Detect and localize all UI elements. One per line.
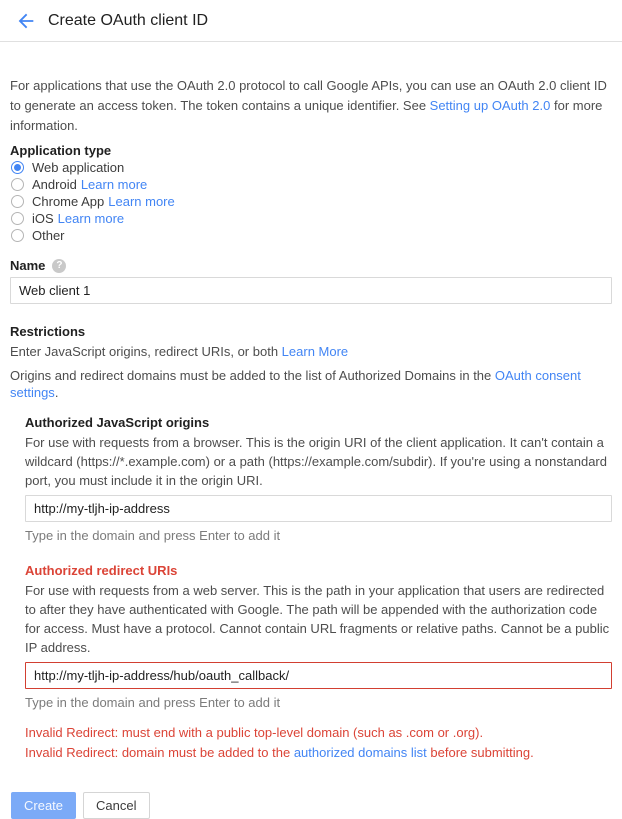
radio-unselected-icon[interactable] xyxy=(11,229,24,242)
restrictions-line2-period: . xyxy=(54,385,59,400)
restrictions-heading: Restrictions xyxy=(10,324,86,339)
redirect-uris-input[interactable] xyxy=(25,662,612,689)
page-header xyxy=(0,0,622,42)
redirect-uris-hint: Type in the domain and press Enter to add it xyxy=(25,695,281,710)
intro-text-after: for more information. xyxy=(10,98,603,133)
setting-up-oauth-link[interactable]: Setting up OAuth 2.0 xyxy=(429,98,551,113)
application-type-section xyxy=(10,142,612,244)
back-arrow-icon[interactable] xyxy=(14,9,38,33)
radio-unselected-icon[interactable] xyxy=(11,178,24,191)
restrictions-line-1 xyxy=(10,343,612,360)
name-label-row xyxy=(10,257,612,274)
radio-unselected-icon[interactable] xyxy=(11,212,24,225)
error-text-after: before submitting. xyxy=(426,745,534,760)
oauth-consent-settings-link[interactable]: OAuth consent settings xyxy=(10,368,581,400)
radio-option-label: Web application xyxy=(32,160,125,175)
name-input[interactable] xyxy=(10,277,612,304)
radio-option-other[interactable] xyxy=(10,227,612,244)
error-text-before: Invalid Redirect: domain must be added to the xyxy=(25,745,294,760)
radio-option-label: Android xyxy=(32,177,77,192)
android-learn-more-link[interactable]: Learn more xyxy=(80,177,148,192)
cancel-button[interactable]: Cancel xyxy=(83,792,149,819)
redirect-uris-description: For use with requests from a web server. This is the path in your application that users are redirected to after they have authenticated with Google. The path will be appended with the authorization code for access. Must have a protocol. Cannot contain URL fragments or relative paths. Cannot be a public IP address. xyxy=(25,583,610,655)
restrictions-line1-text: Enter JavaScript origins, redirect URIs, or both xyxy=(10,344,282,359)
footer-actions xyxy=(0,792,622,819)
page-title: Create OAuth client ID xyxy=(48,11,209,29)
authorized-js-origins-section xyxy=(25,414,612,544)
radio-option-label: Other xyxy=(32,228,65,243)
restrictions-line-2 xyxy=(10,367,612,401)
help-icon[interactable]: ? xyxy=(52,259,66,273)
error-invalid-redirect-domain xyxy=(25,743,612,763)
radio-option-android[interactable] xyxy=(10,176,612,193)
name-label: Name xyxy=(10,258,46,273)
validation-errors xyxy=(25,723,612,763)
radio-unselected-icon[interactable] xyxy=(11,195,24,208)
radio-selected-icon[interactable] xyxy=(11,161,24,174)
intro-paragraph xyxy=(10,76,610,136)
redirect-uris-heading: Authorized redirect URIs xyxy=(25,563,178,578)
application-type-label: Application type xyxy=(10,143,112,158)
name-section xyxy=(10,257,612,304)
intro-text-before: For applications that use the OAuth 2.0 protocol to call Google APIs, you can use an OAuth 2.0 client ID to generate an access token. The token contains a unique identifier. See xyxy=(10,78,607,113)
js-origins-input[interactable] xyxy=(25,495,612,522)
radio-option-ios[interactable] xyxy=(10,210,612,227)
authorized-redirect-uris-section xyxy=(25,562,612,763)
error-invalid-redirect-tld: Invalid Redirect: must end with a public top-level domain (such as .com or .org). xyxy=(25,725,484,740)
authorized-domains-list-link[interactable]: authorized domains list xyxy=(293,745,427,760)
chrome-app-learn-more-link[interactable]: Learn more xyxy=(108,194,175,209)
radio-option-label: Chrome App xyxy=(32,194,105,209)
restrictions-section xyxy=(10,323,612,401)
create-button[interactable]: Create xyxy=(11,792,76,819)
ios-learn-more-link[interactable]: Learn more xyxy=(57,211,125,226)
learn-more-link[interactable]: Learn More xyxy=(281,344,349,359)
main-content xyxy=(0,76,622,763)
restrictions-line2-text: Origins and redirect domains must be added to the list of Authorized Domains in the xyxy=(10,368,495,383)
radio-option-chrome-app[interactable] xyxy=(10,193,612,210)
js-origins-description: For use with requests from a browser. This is the origin URI of the client application. It can't contain a wildcard (https://*.example.com) or a path (https://example.com/subdir). If you're using a nonstandard port, you must include it in the origin URI. xyxy=(25,435,607,488)
radio-option-web-application[interactable] xyxy=(10,159,612,176)
js-origins-heading: Authorized JavaScript origins xyxy=(25,415,210,430)
radio-option-label: iOS xyxy=(32,211,54,226)
js-origins-hint: Type in the domain and press Enter to add it xyxy=(25,528,281,543)
